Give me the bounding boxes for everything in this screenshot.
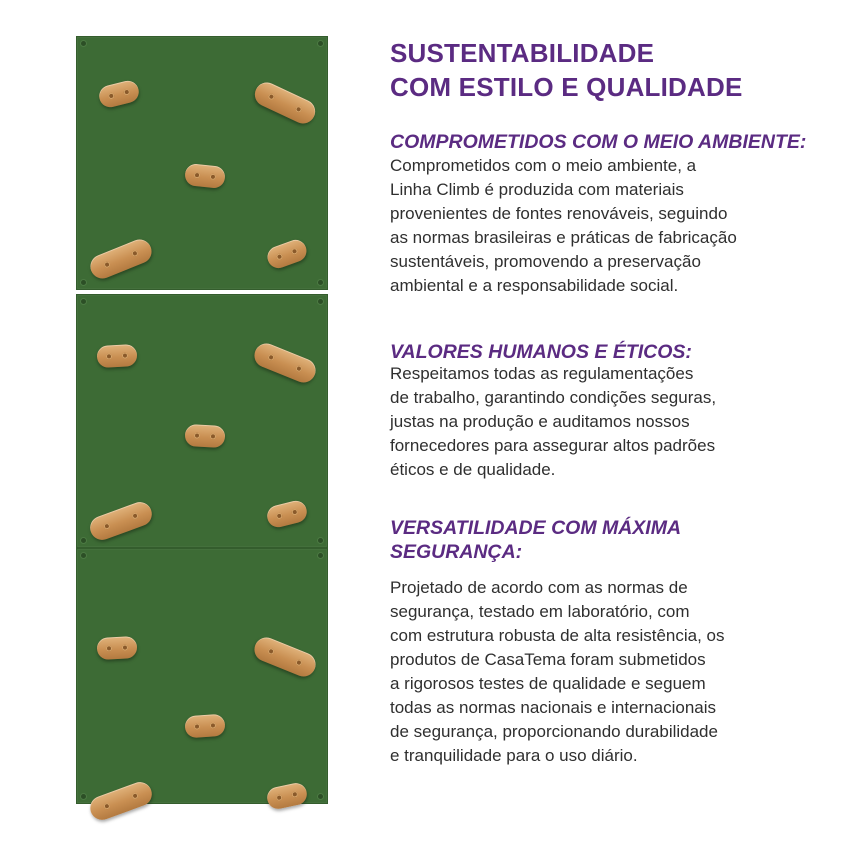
text-line: ambiental e a responsabilidade social. bbox=[390, 276, 679, 295]
wall-panel bbox=[76, 36, 328, 290]
text-line: justas na produção e auditamos nossos bbox=[390, 412, 690, 431]
text-line: e tranquilidade para o uso diário. bbox=[390, 746, 638, 765]
screw-icon bbox=[81, 538, 86, 543]
climbing-hold bbox=[251, 79, 319, 128]
section-title-line-2: SEGURANÇA: bbox=[390, 541, 523, 563]
section-body-environment bbox=[390, 154, 737, 298]
screw-icon bbox=[81, 41, 86, 46]
section-body-values bbox=[390, 362, 716, 482]
section-body-safety bbox=[390, 576, 725, 768]
text-line: de segurança, proporcionando durabilidade bbox=[390, 722, 718, 741]
climbing-hold bbox=[264, 237, 309, 271]
screw-icon bbox=[318, 280, 323, 285]
screw-icon bbox=[81, 299, 86, 304]
climbing-hold bbox=[87, 779, 155, 823]
section-title-safety bbox=[390, 516, 681, 564]
climbing-hold bbox=[251, 634, 319, 680]
wall-panel bbox=[76, 294, 328, 548]
text-line: provenientes de fontes renováveis, seguindo bbox=[390, 204, 728, 223]
climbing-hold bbox=[87, 499, 155, 543]
text-line: Linha Climb é produzida com materiais bbox=[390, 180, 684, 199]
heading-line-1: SUSTENTABILIDADE bbox=[390, 38, 655, 68]
text-line: sustentáveis, promovendo a preservação bbox=[390, 252, 701, 271]
text-line: Projetado de acordo com as normas de bbox=[390, 578, 688, 597]
climbing-hold bbox=[184, 714, 225, 739]
section-title-values: VALORES HUMANOS E ÉTICOS: bbox=[390, 341, 692, 363]
climbing-hold bbox=[96, 344, 137, 368]
screw-icon bbox=[318, 538, 323, 543]
text-line: todas as normas nacionais e internacionais bbox=[390, 698, 717, 717]
screw-icon bbox=[318, 299, 323, 304]
climbing-hold bbox=[184, 163, 226, 189]
heading-line-2: COM ESTILO E QUALIDADE bbox=[390, 72, 743, 102]
text-line: a rigorosos testes de qualidade e seguem bbox=[390, 674, 706, 693]
screw-icon bbox=[318, 553, 323, 558]
screw-icon bbox=[318, 794, 323, 799]
screw-icon bbox=[81, 553, 86, 558]
climbing-hold bbox=[97, 78, 141, 109]
text-line: segurança, testado em laboratório, com bbox=[390, 602, 690, 621]
climbing-hold bbox=[87, 236, 155, 282]
text-line: as normas brasileiras e práticas de fabricação bbox=[390, 228, 737, 247]
text-line: éticos e de qualidade. bbox=[390, 460, 556, 479]
climbing-hold bbox=[265, 781, 309, 811]
text-line: de trabalho, garantindo condições seguras, bbox=[390, 388, 717, 407]
page-heading bbox=[390, 36, 743, 104]
climbing-hold bbox=[265, 498, 309, 529]
climbing-hold bbox=[251, 340, 319, 386]
screw-icon bbox=[81, 794, 86, 799]
screw-icon bbox=[81, 280, 86, 285]
text-line: produtos de CasaTema foram submetidos bbox=[390, 650, 706, 669]
text-line: com estrutura robusta de alta resistência, os bbox=[390, 626, 725, 645]
climbing-wall-image bbox=[76, 36, 328, 804]
text-line: Respeitamos todas as regulamentações bbox=[390, 364, 694, 383]
section-title-environment: COMPROMETIDOS COM O MEIO AMBIENTE: bbox=[390, 131, 807, 153]
climbing-hold bbox=[184, 424, 225, 448]
text-line: Comprometidos com o meio ambiente, a bbox=[390, 156, 697, 175]
screw-icon bbox=[318, 41, 323, 46]
climbing-hold bbox=[96, 636, 137, 660]
section-title-line-1: VERSATILIDADE COM MÁXIMA bbox=[390, 517, 682, 539]
text-line: fornecedores para assegurar altos padrões bbox=[390, 436, 716, 455]
wall-panel bbox=[76, 548, 328, 804]
